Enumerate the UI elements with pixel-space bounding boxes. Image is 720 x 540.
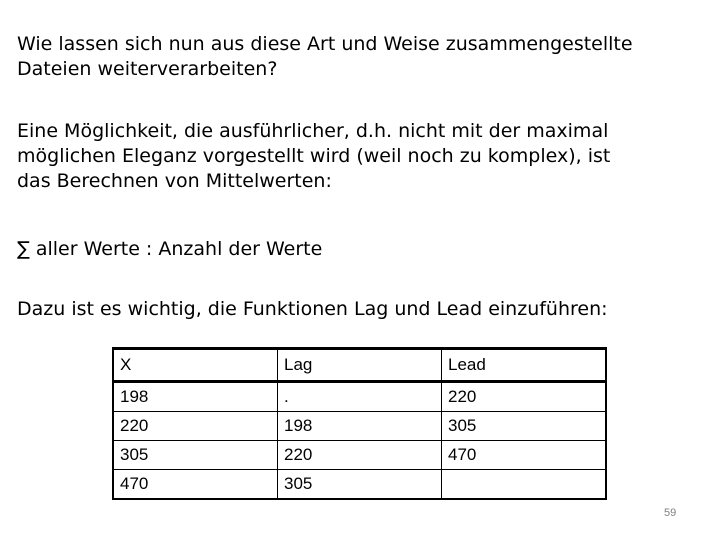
table-row (113, 470, 606, 500)
cell-x: 220 (113, 412, 278, 441)
cell-lead: 305 (442, 412, 607, 441)
header-lead: Lead (442, 349, 607, 382)
lag-lead-table (112, 347, 607, 500)
cell-x: 198 (113, 382, 278, 412)
table-row (113, 412, 606, 441)
cell-lag: 220 (278, 441, 442, 470)
cell-lead: 470 (442, 441, 607, 470)
cell-lag: 305 (278, 470, 442, 500)
cell-x: 305 (113, 441, 278, 470)
cell-lead (442, 470, 607, 500)
page-number: 59 (664, 507, 677, 519)
paragraph-possibility: Eine Möglichkeit, die ausführlicher, d.h. nicht mit der maximal möglichen Eleganz vorgestellt wird (weil noch zu komplex), ist das Berechnen von Mittelwerten: (17, 120, 611, 192)
cell-lag: 198 (278, 412, 442, 441)
cell-x: 470 (113, 470, 278, 500)
table-row (113, 382, 606, 412)
header-x: X (113, 349, 278, 382)
cell-lag: . (278, 382, 442, 412)
paragraph-intro: Wie lassen sich nun aus diese Art und Weise zusammengestellte Dateien weiterverarbeiten? (17, 33, 633, 80)
paragraph-lag-lead: Dazu ist es wichtig, die Funktionen Lag und Lead einzuführen: (17, 298, 608, 320)
paragraph-formula: ∑ aller Werte : Anzahl der Werte (17, 238, 323, 260)
cell-lead: 220 (442, 382, 607, 412)
table-header-row (113, 349, 606, 382)
table-row (113, 441, 606, 470)
header-lag: Lag (278, 349, 442, 382)
